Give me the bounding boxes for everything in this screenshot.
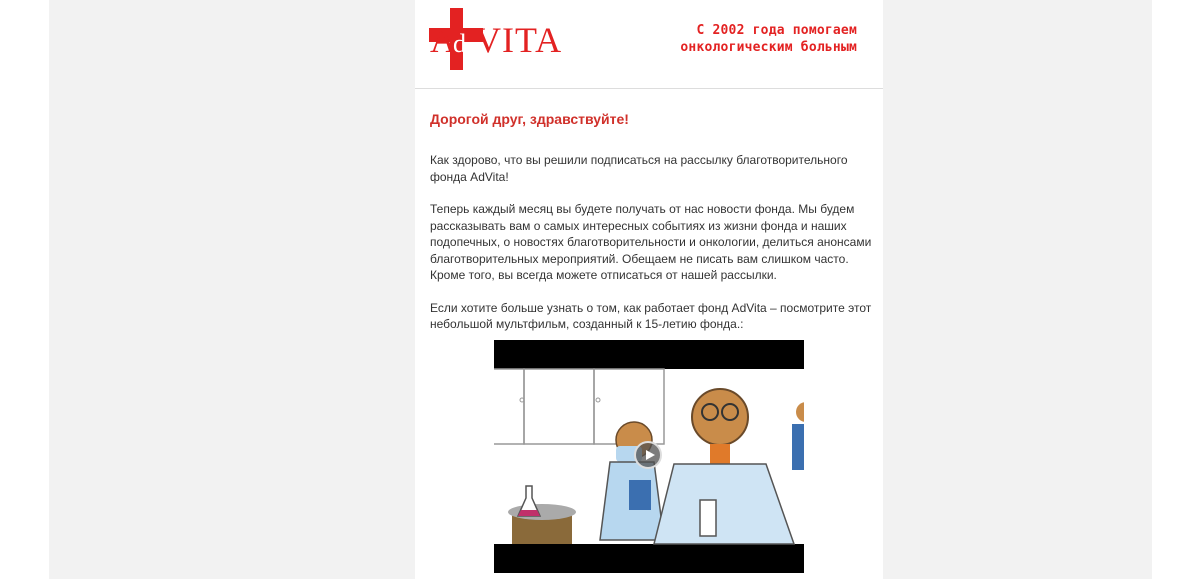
logo-text: A xyxy=(430,20,456,60)
tagline-line1: С 2002 года помогаем xyxy=(696,23,857,38)
play-icon[interactable] xyxy=(634,441,662,469)
scientist-head xyxy=(692,389,748,445)
tagline-line2: онкологическим больным xyxy=(680,40,857,55)
email-background xyxy=(49,0,1152,579)
email-content xyxy=(430,110,876,349)
email-body xyxy=(415,0,883,579)
svg-text:d: d xyxy=(453,29,466,58)
advita-logo[interactable] xyxy=(429,8,569,70)
intro-paragraph: Как здорово, что вы решили подписаться на рассылку благотворительного фонда AdVita! xyxy=(430,153,848,184)
tagline xyxy=(657,22,857,56)
video-player[interactable] xyxy=(494,340,804,573)
email-header xyxy=(415,0,883,89)
newsletter-info-paragraph: Теперь каждый месяц вы будете получать от нас новости фонда. Мы будем рассказывать вам о самых интересных событиях из жизни фонда и наших подопечных, о новостях благотворительности и онкологии, делиться анонсами благотворительных мероприятий. Обещаем не писать вам слишком часто. Кроме того, вы всегда можете отписаться от нашей рассылки. xyxy=(430,202,872,282)
svg-text:VITA: VITA xyxy=(475,20,563,60)
video-intro-paragraph: Если хотите больше узнать о том, как работает фонд AdVita – посмотрите этот небольшой мультфильм, созданный к 15-летию фонда.: xyxy=(430,300,872,331)
greeting-heading: Дорогой друг, здравствуйте! xyxy=(430,111,629,127)
